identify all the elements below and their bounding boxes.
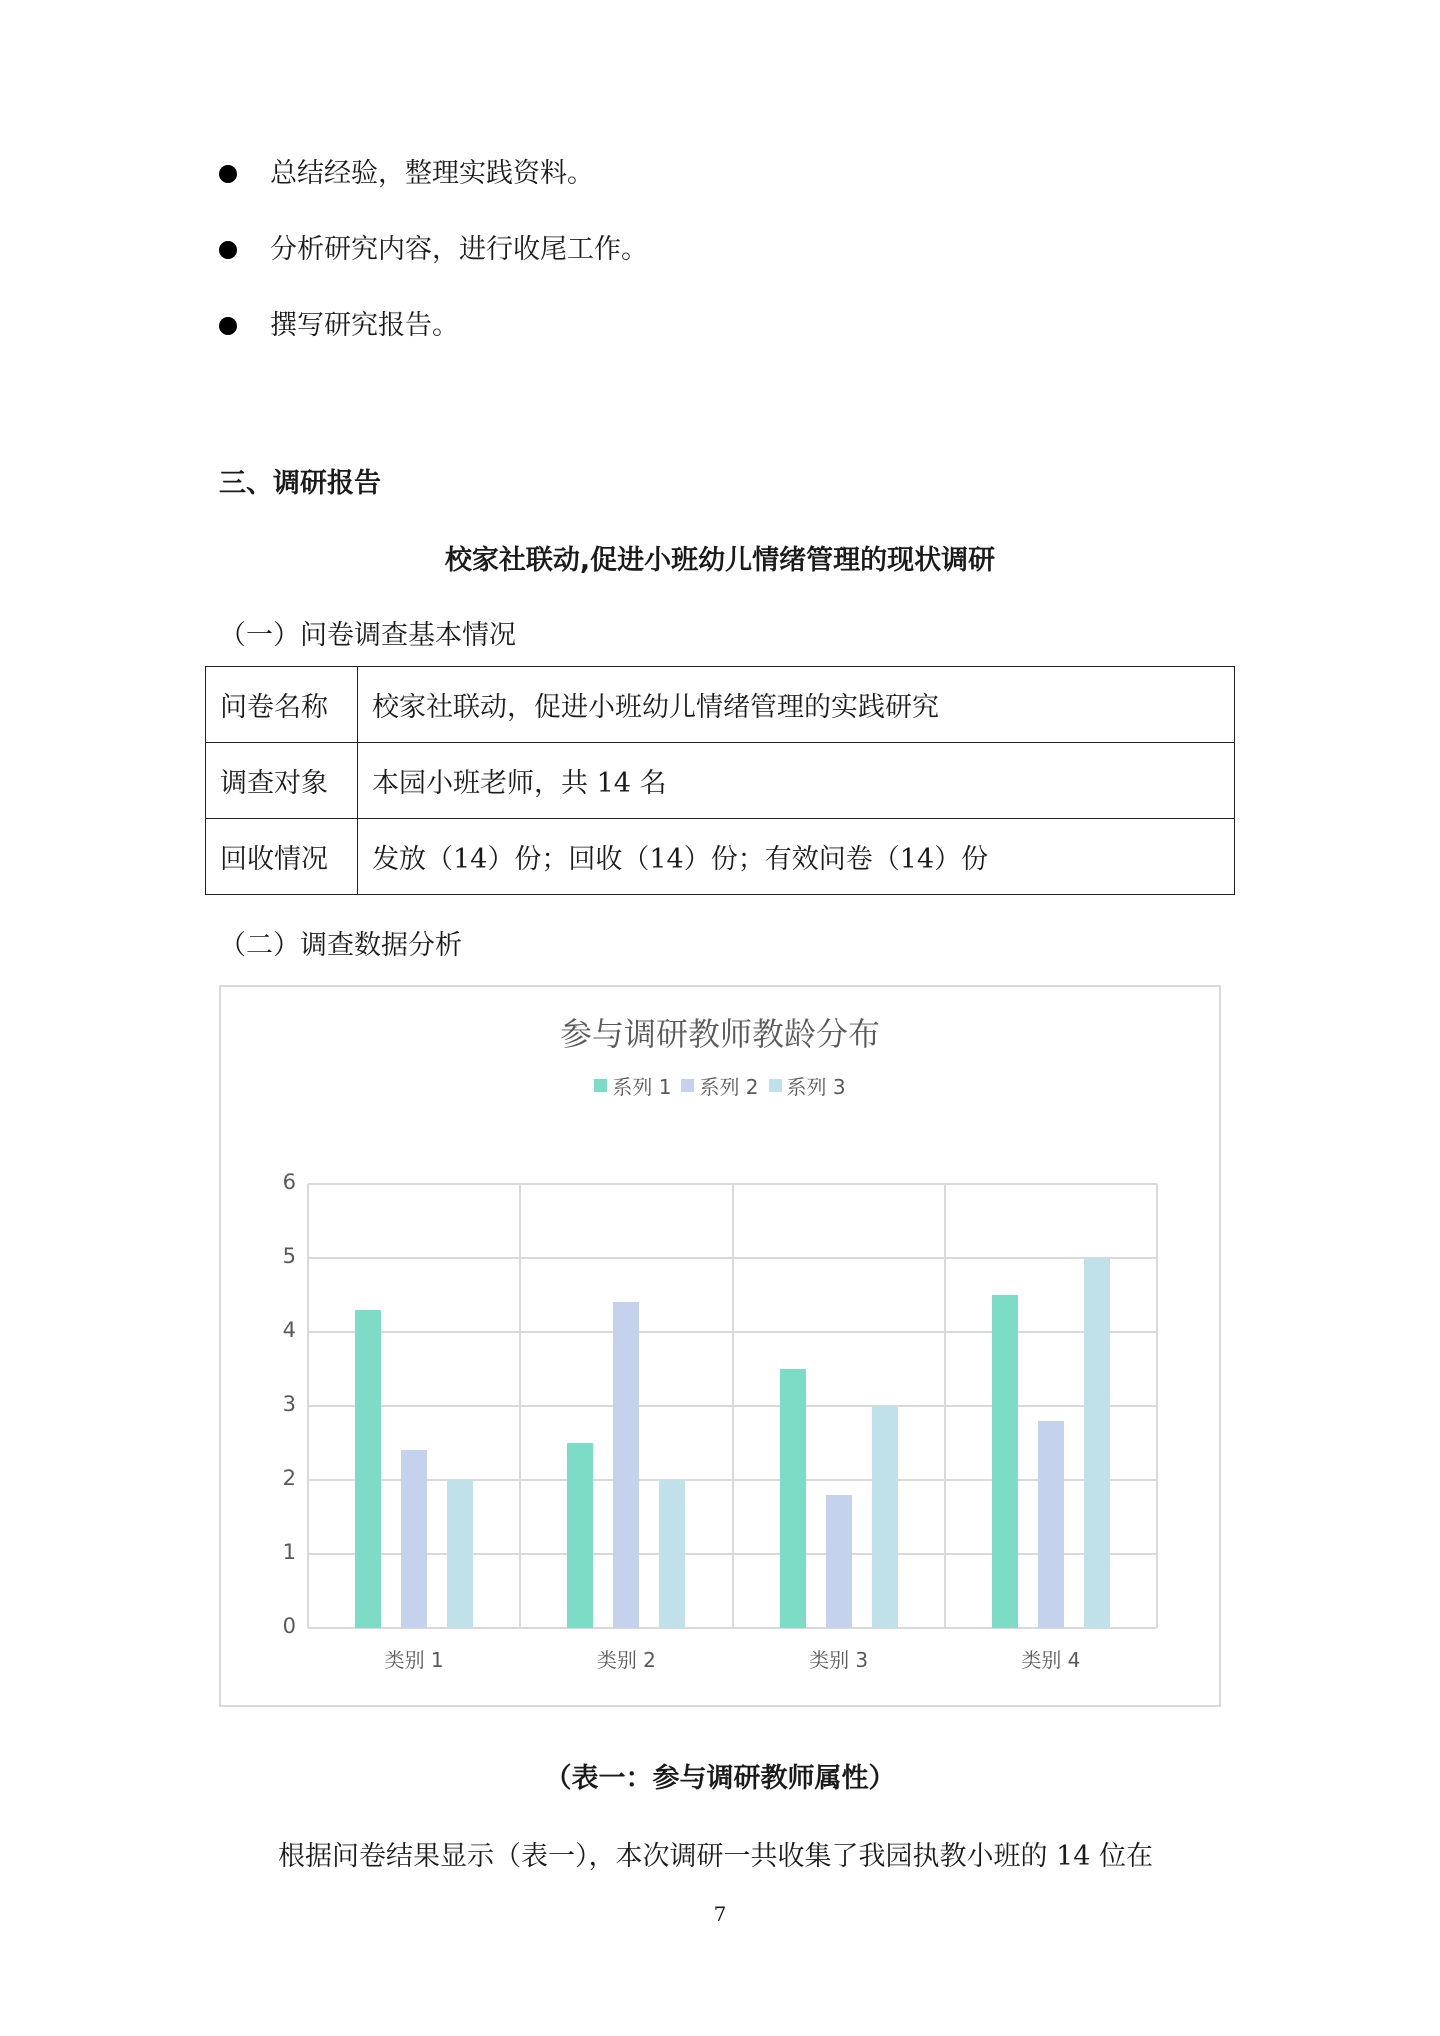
legend-label: 系列 2 (699, 1075, 759, 1099)
category-divider (732, 1184, 734, 1628)
table-row (206, 819, 1235, 895)
bar (355, 1310, 381, 1628)
table-value-cell: 发放（14）份；回收（14）份；有效问卷（14）份 (358, 819, 1235, 895)
legend-item (681, 1071, 758, 1100)
bullet-item (219, 306, 459, 346)
page-number: 7 (713, 1902, 727, 1926)
body-paragraph: 根据问卷结果显示（表一），本次调研一共收集了我园执教小班的 14 位在 (278, 1841, 1154, 1872)
legend-swatch-icon (769, 1079, 782, 1092)
legend-label: 系列 1 (612, 1075, 672, 1099)
subsection-heading-1: （一）问卷调查基本情况 (219, 620, 516, 651)
plot-area (308, 1184, 1157, 1628)
bar (447, 1480, 473, 1628)
x-tick-label: 类别 2 (596, 1648, 656, 1672)
table-row (206, 667, 1235, 743)
y-tick-label: 4 (282, 1318, 296, 1342)
y-tick-label: 6 (282, 1170, 296, 1194)
bar (1084, 1258, 1110, 1628)
bullet-item (219, 154, 594, 194)
bar (872, 1406, 898, 1628)
category-divider (1156, 1184, 1158, 1628)
table-key-cell: 调查对象 (206, 743, 358, 819)
table-key-cell: 回收情况 (206, 819, 358, 895)
y-tick-label: 3 (282, 1392, 296, 1416)
bar (567, 1443, 593, 1628)
table-row (206, 743, 1235, 819)
y-tick-label: 1 (282, 1540, 296, 1564)
bullet-text: 分析研究内容，进行收尾工作。 (270, 234, 648, 265)
legend-swatch-icon (681, 1079, 694, 1092)
x-tick-label: 类别 4 (1021, 1648, 1081, 1672)
bar (613, 1302, 639, 1628)
bullet-text: 撰写研究报告。 (270, 310, 459, 341)
category-divider (519, 1184, 521, 1628)
bullet-icon (219, 165, 237, 183)
bar (780, 1369, 806, 1628)
legend-label: 系列 3 (786, 1075, 846, 1099)
category-divider (307, 1184, 309, 1628)
y-tick-label: 0 (282, 1614, 296, 1638)
y-tick-label: 2 (282, 1466, 296, 1490)
chart-caption: （表一：参与调研教师属性） (544, 1763, 896, 1794)
legend-item (769, 1071, 846, 1100)
bullet-text: 总结经验，整理实践资料。 (270, 158, 594, 189)
x-tick-label: 类别 3 (809, 1648, 869, 1672)
bullet-icon (219, 317, 237, 335)
report-title: 校家社联动,促进小班幼儿情绪管理的现状调研 (444, 545, 996, 576)
bar-chart (219, 985, 1221, 1707)
bar (826, 1495, 852, 1628)
chart-title: 参与调研教师教龄分布 (559, 1015, 880, 1053)
table-value-cell: 校家社联动，促进小班幼儿情绪管理的实践研究 (358, 667, 1235, 743)
legend-item (594, 1071, 671, 1100)
x-tick-label: 类别 1 (384, 1648, 444, 1672)
bullet-icon (219, 241, 237, 259)
table-key-cell: 问卷名称 (206, 667, 358, 743)
category-divider (944, 1184, 946, 1628)
table-value-cell: 本园小班老师，共 14 名 (358, 743, 1235, 819)
legend-swatch-icon (594, 1079, 607, 1092)
chart-legend (221, 1071, 1219, 1100)
y-tick-label: 5 (282, 1244, 296, 1268)
bar (659, 1480, 685, 1628)
section-heading: 三、调研报告 (219, 468, 381, 499)
survey-info-table (205, 666, 1235, 895)
bar (1038, 1421, 1064, 1628)
subsection-heading-2: （二）调查数据分析 (219, 930, 462, 961)
bullet-item (219, 230, 648, 270)
bar (401, 1450, 427, 1628)
bar (992, 1295, 1018, 1628)
